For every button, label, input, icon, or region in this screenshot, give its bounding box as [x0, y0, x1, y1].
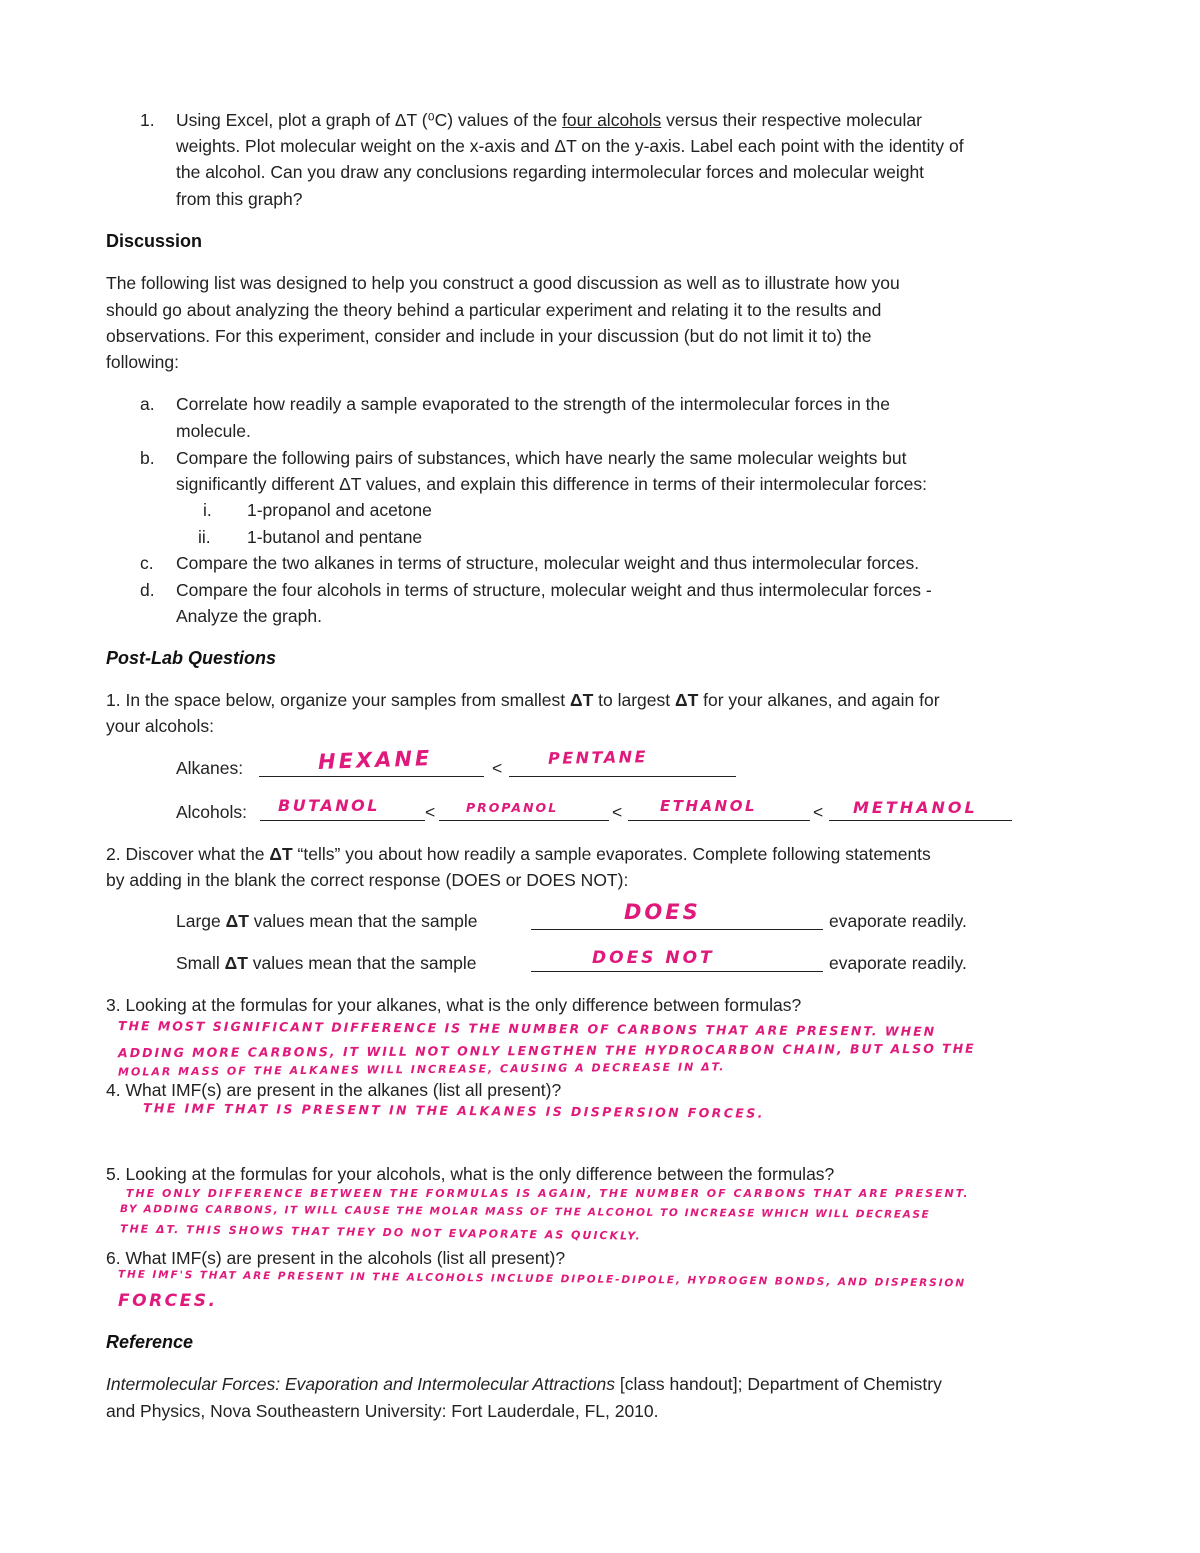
q3-answer-line-2: ADDING MORE CARBONS, IT WILL NOT ONLY LENGTHEN THE HYDROCARBON CHAIN, BUT ALSO THE [117, 1040, 976, 1061]
alkanes-answer-1: HEXANE [317, 746, 433, 774]
postlab-q6-question: 6. What IMF(s) are present in the alcohols (list all present)? [106, 1248, 566, 1268]
discussion-heading: Discussion [106, 231, 203, 251]
discussion-intro-1: The following list was designed to help you construct a good discussion as well as to illustrate how you [106, 273, 900, 293]
postlab-q3-question: 3. Looking at the formulas for your alkanes, what is the only difference between formulas? [106, 995, 802, 1015]
discussion-intro-4: following: [106, 352, 179, 372]
alkanes-label: Alkanes: [176, 758, 244, 778]
q5-answer-line-1: THE ONLY DIFFERENCE BETWEEN THE FORMULAS IS AGAIN, THE NUMBER OF CARBONS THAT ARE PRESENT. [126, 1187, 970, 1200]
discussion-intro-2: should go about analyzing the theory behind a particular experiment and relating it to the results and [106, 300, 882, 320]
small-dt-statement: Small ΔT values mean that the sample [176, 953, 477, 973]
alcohols-less-than-2: < [612, 802, 623, 822]
large-dt-answer: DOES [624, 900, 701, 924]
large-dt-statement: Large ΔT values mean that the sample [176, 911, 478, 931]
reference-line-2: and Physics, Nova Southeastern University: Fort Lauderdale, FL, 2010. [106, 1401, 659, 1421]
postlab-q2-line-1: 2. Discover what the ΔT “tells” you about how readily a sample evaporates. Complete following statements [106, 844, 931, 864]
discussion-item-i-text: 1-propanol and acetone [247, 500, 432, 520]
small-dt-tail: evaporate readily. [829, 953, 967, 973]
alkanes-answer-2: PENTANE [547, 747, 649, 768]
postlab-q2-line-2: by adding in the blank the correct response (DOES or DOES NOT): [106, 870, 629, 890]
large-dt-blank [531, 929, 823, 930]
discussion-item-d-label: d. [140, 580, 155, 600]
small-dt-answer: DOES NOT [592, 948, 715, 968]
alcohols-blank-1 [260, 820, 425, 821]
alkanes-less-than: < [492, 758, 503, 778]
reference-heading: Reference [106, 1332, 194, 1352]
alcohols-blank-3 [628, 820, 810, 821]
alkanes-blank-2 [509, 776, 736, 777]
alcohols-less-than-1: < [425, 802, 436, 822]
small-dt-blank [531, 971, 823, 972]
alcohols-blank-2 [439, 820, 609, 821]
alcohols-label: Alcohols: [176, 802, 248, 822]
discussion-item-b-line-2: significantly different ΔT values, and explain this difference in terms of their intermolecular forces: [176, 474, 927, 494]
postlab-q1-line-2: your alcohols: [106, 716, 214, 736]
discussion-item-d-line-2: Analyze the graph. [176, 606, 322, 626]
q1-line-4: from this graph? [176, 189, 303, 209]
reference-line-1: Intermolecular Forces: Evaporation and Intermolecular Attractions [class handout]; Department of Chemistry [106, 1374, 942, 1394]
alcohols-blank-4 [829, 820, 1012, 821]
q1-number: 1. [140, 110, 155, 130]
discussion-item-a-line-2: molecule. [176, 421, 251, 441]
discussion-item-ii-label: ii. [198, 527, 211, 547]
postlab-q1-line-1: 1. In the space below, organize your samples from smallest ΔT to largest ΔT for your alkanes, and again for [106, 690, 940, 710]
q1-line-1: Using Excel, plot a graph of ΔT (⁰C) values of the four alcohols versus their respective molecular [176, 110, 922, 130]
postlab-heading: Post-Lab Questions [106, 648, 277, 668]
alcohols-answer-4: METHANOL [853, 798, 978, 817]
q1-line-2: weights. Plot molecular weight on the x-axis and ΔT on the y-axis. Label each point with the identity of [176, 136, 964, 156]
alcohols-less-than-3: < [813, 802, 824, 822]
q3-answer-line-1: THE MOST SIGNIFICANT DIFFERENCE IS THE NUMBER OF CARBONS THAT ARE PRESENT. WHEN [117, 1018, 937, 1039]
discussion-item-b-label: b. [140, 448, 155, 468]
discussion-item-ii-text: 1-butanol and pentane [247, 527, 423, 547]
q6-answer-line-2: FORCES. [118, 1291, 218, 1311]
alcohols-answer-3: ETHANOL [660, 797, 758, 815]
discussion-item-i-label: i. [203, 500, 212, 520]
discussion-item-a-line-1: Correlate how readily a sample evaporated to the strength of the intermolecular forces in the [176, 394, 890, 414]
alcohols-answer-1: BUTANOL [278, 796, 380, 815]
postlab-q4-question: 4. What IMF(s) are present in the alkanes (list all present)? [106, 1080, 562, 1100]
postlab-q5-question: 5. Looking at the formulas for your alcohols, what is the only difference between the formulas? [106, 1164, 835, 1184]
q4-answer: THE IMF THAT IS PRESENT IN THE ALKANES IS DISPERSION FORCES. [142, 1100, 765, 1121]
discussion-item-c-text: Compare the two alkanes in terms of structure, molecular weight and thus intermolecular forces. [176, 553, 920, 573]
discussion-item-b-line-1: Compare the following pairs of substances, which have nearly the same molecular weights but [176, 448, 907, 468]
discussion-item-c-label: c. [140, 553, 154, 573]
discussion-intro-3: observations. For this experiment, consider and include in your discussion (but do not limit it to) the [106, 326, 872, 346]
q5-answer-line-3: THE ΔT. THIS SHOWS THAT THEY DO NOT EVAPORATE AS QUICKLY. [119, 1222, 642, 1243]
discussion-item-d-line-1: Compare the four alcohols in terms of structure, molecular weight and thus intermolecular forces - [176, 580, 932, 600]
large-dt-tail: evaporate readily. [829, 911, 967, 931]
q3-answer-line-3: MOLAR MASS OF THE ALKANES WILL INCREASE, CAUSING A DECREASE IN ΔT. [117, 1060, 726, 1079]
alkanes-blank-1 [259, 776, 484, 777]
q6-answer-line-1: THE IMF'S THAT ARE PRESENT IN THE ALCOHOLS INCLUDE DIPOLE-DIPOLE, HYDROGEN BONDS, AND DISPERSION [117, 1268, 967, 1290]
discussion-item-a-label: a. [140, 394, 155, 414]
alcohols-answer-2: PROPANOL [466, 800, 559, 815]
q1-line-3: the alcohol. Can you draw any conclusions regarding intermolecular forces and molecular weight [176, 162, 925, 182]
q5-answer-line-2: BY ADDING CARBONS, IT WILL CAUSE THE MOLAR MASS OF THE ALCOHOL TO INCREASE WHICH WILL DECREASE [119, 1203, 931, 1221]
